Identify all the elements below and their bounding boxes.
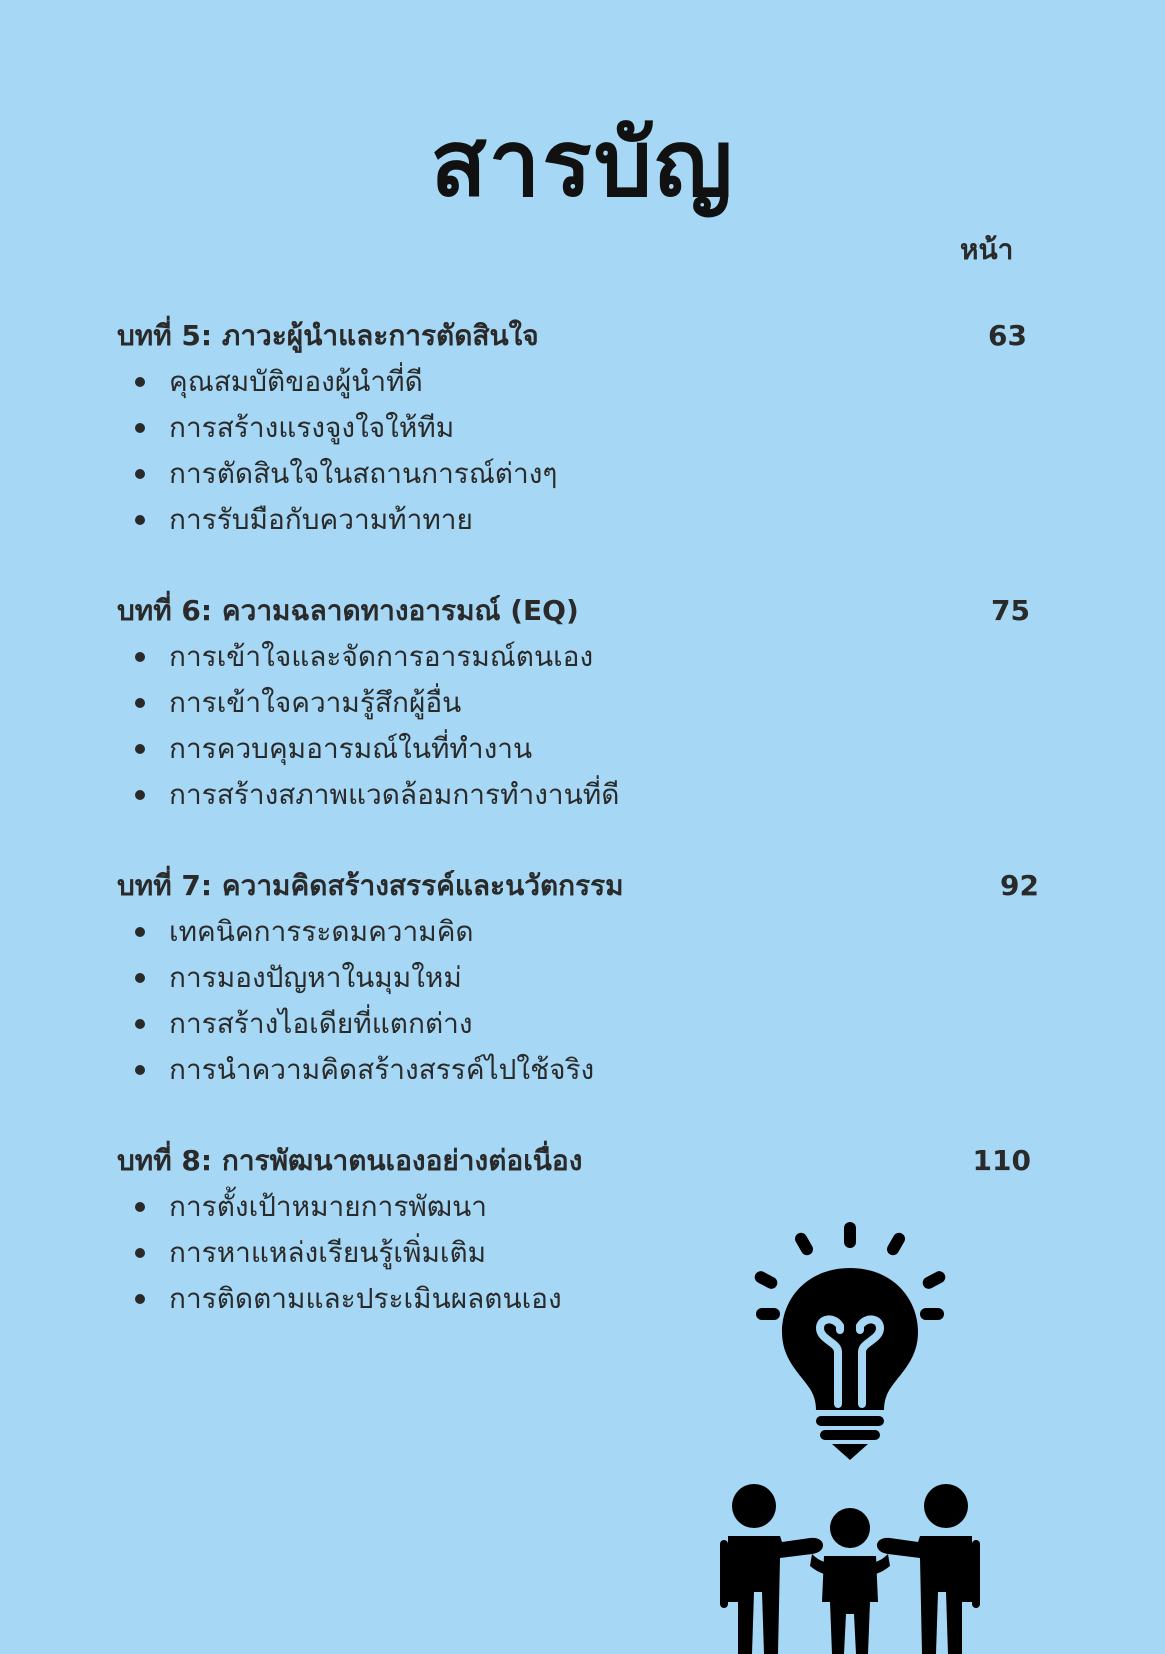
- chapter-section: [117, 313, 1047, 543]
- list-item: [117, 405, 1047, 451]
- chapter-section: [117, 588, 1047, 818]
- chapter-heading: [117, 1138, 1047, 1184]
- list-item: [117, 726, 1047, 772]
- list-item: [117, 772, 1047, 818]
- list-item: [117, 1047, 1047, 1093]
- chapter-title[interactable]: บทที่ 8: การพัฒนาตนเองอย่างต่อเนื่อง: [117, 1144, 583, 1177]
- topic-label: การติดตามและประเมินผลตนเอง: [169, 1282, 562, 1315]
- chapter-page-number: 75: [991, 594, 1030, 627]
- bullet-icon: [135, 1294, 145, 1304]
- bullet-icon: [135, 652, 145, 662]
- bullet-icon: [135, 1248, 145, 1258]
- chapter-section: [117, 863, 1047, 1093]
- bullet-icon: [135, 973, 145, 983]
- topic-label: การเข้าใจและจัดการอารมณ์ตนเอง: [169, 640, 594, 673]
- chapter-title[interactable]: บทที่ 7: ความคิดสร้างสรรค์และนวัตกรรม: [117, 869, 624, 902]
- chapter-page-number: 63: [988, 319, 1027, 352]
- topic-label: การสร้างไอเดียที่แตกต่าง: [169, 1007, 473, 1040]
- topic-label: การตัดสินใจในสถานการณ์ต่างๆ: [169, 457, 558, 490]
- chapter-heading: [117, 313, 1047, 359]
- topic-label: คุณสมบัติของผู้นำที่ดี: [169, 365, 423, 398]
- chapter-title[interactable]: บทที่ 5: ภาวะผู้นำและการตัดสินใจ: [117, 319, 539, 352]
- topic-label: เทคนิคการระดมความคิด: [169, 915, 474, 948]
- bullet-icon: [135, 423, 145, 433]
- chapter-heading: [117, 588, 1047, 634]
- bullet-icon: [135, 1202, 145, 1212]
- topic-label: การตั้งเป้าหมายการพัฒนา: [169, 1190, 488, 1223]
- topic-label: การสร้างแรงจูงใจให้ทีม: [169, 411, 455, 444]
- bullet-icon: [135, 698, 145, 708]
- chapter-title[interactable]: บทที่ 6: ความฉลาดทางอารมณ์ (EQ): [117, 594, 579, 627]
- bullet-icon: [135, 1065, 145, 1075]
- bullet-icon: [135, 927, 145, 937]
- list-item: [117, 634, 1047, 680]
- topic-list: [117, 634, 1047, 818]
- topic-label: การควบคุมอารมณ์ในที่ทำงาน: [169, 732, 533, 765]
- chapter-page-number: 92: [1000, 869, 1039, 902]
- topic-label: การนำความคิดสร้างสรรค์ไปใช้จริง: [169, 1053, 595, 1086]
- bullet-icon: [135, 1019, 145, 1029]
- list-item: [117, 680, 1047, 726]
- topic-label: การสร้างสภาพแวดล้อมการทำงานที่ดี: [169, 778, 620, 811]
- list-item: [117, 1001, 1047, 1047]
- bullet-icon: [135, 377, 145, 387]
- topic-list: [117, 359, 1047, 543]
- bullet-icon: [135, 515, 145, 525]
- chapter-heading: [117, 863, 1047, 909]
- bullet-icon: [135, 744, 145, 754]
- topic-label: การหาแหล่งเรียนรู้เพิ่มเติม: [169, 1236, 487, 1269]
- lightbulb-teamwork-icon: [700, 1222, 1000, 1654]
- list-item: [117, 359, 1047, 405]
- topic-label: การมองปัญหาในมุมใหม่: [169, 961, 462, 994]
- topic-list: [117, 909, 1047, 1093]
- bullet-icon: [135, 790, 145, 800]
- list-item: [117, 451, 1047, 497]
- page-column-label: หน้า: [960, 233, 1014, 266]
- topic-label: การเข้าใจความรู้สึกผู้อื่น: [169, 686, 462, 719]
- bullet-icon: [135, 469, 145, 479]
- list-item: [117, 909, 1047, 955]
- topic-label: การรับมือกับความท้าทาย: [169, 503, 473, 536]
- list-item: [117, 955, 1047, 1001]
- page-title: สารบัญ: [430, 109, 735, 217]
- chapter-page-number: 110: [972, 1144, 1031, 1177]
- list-item: [117, 497, 1047, 543]
